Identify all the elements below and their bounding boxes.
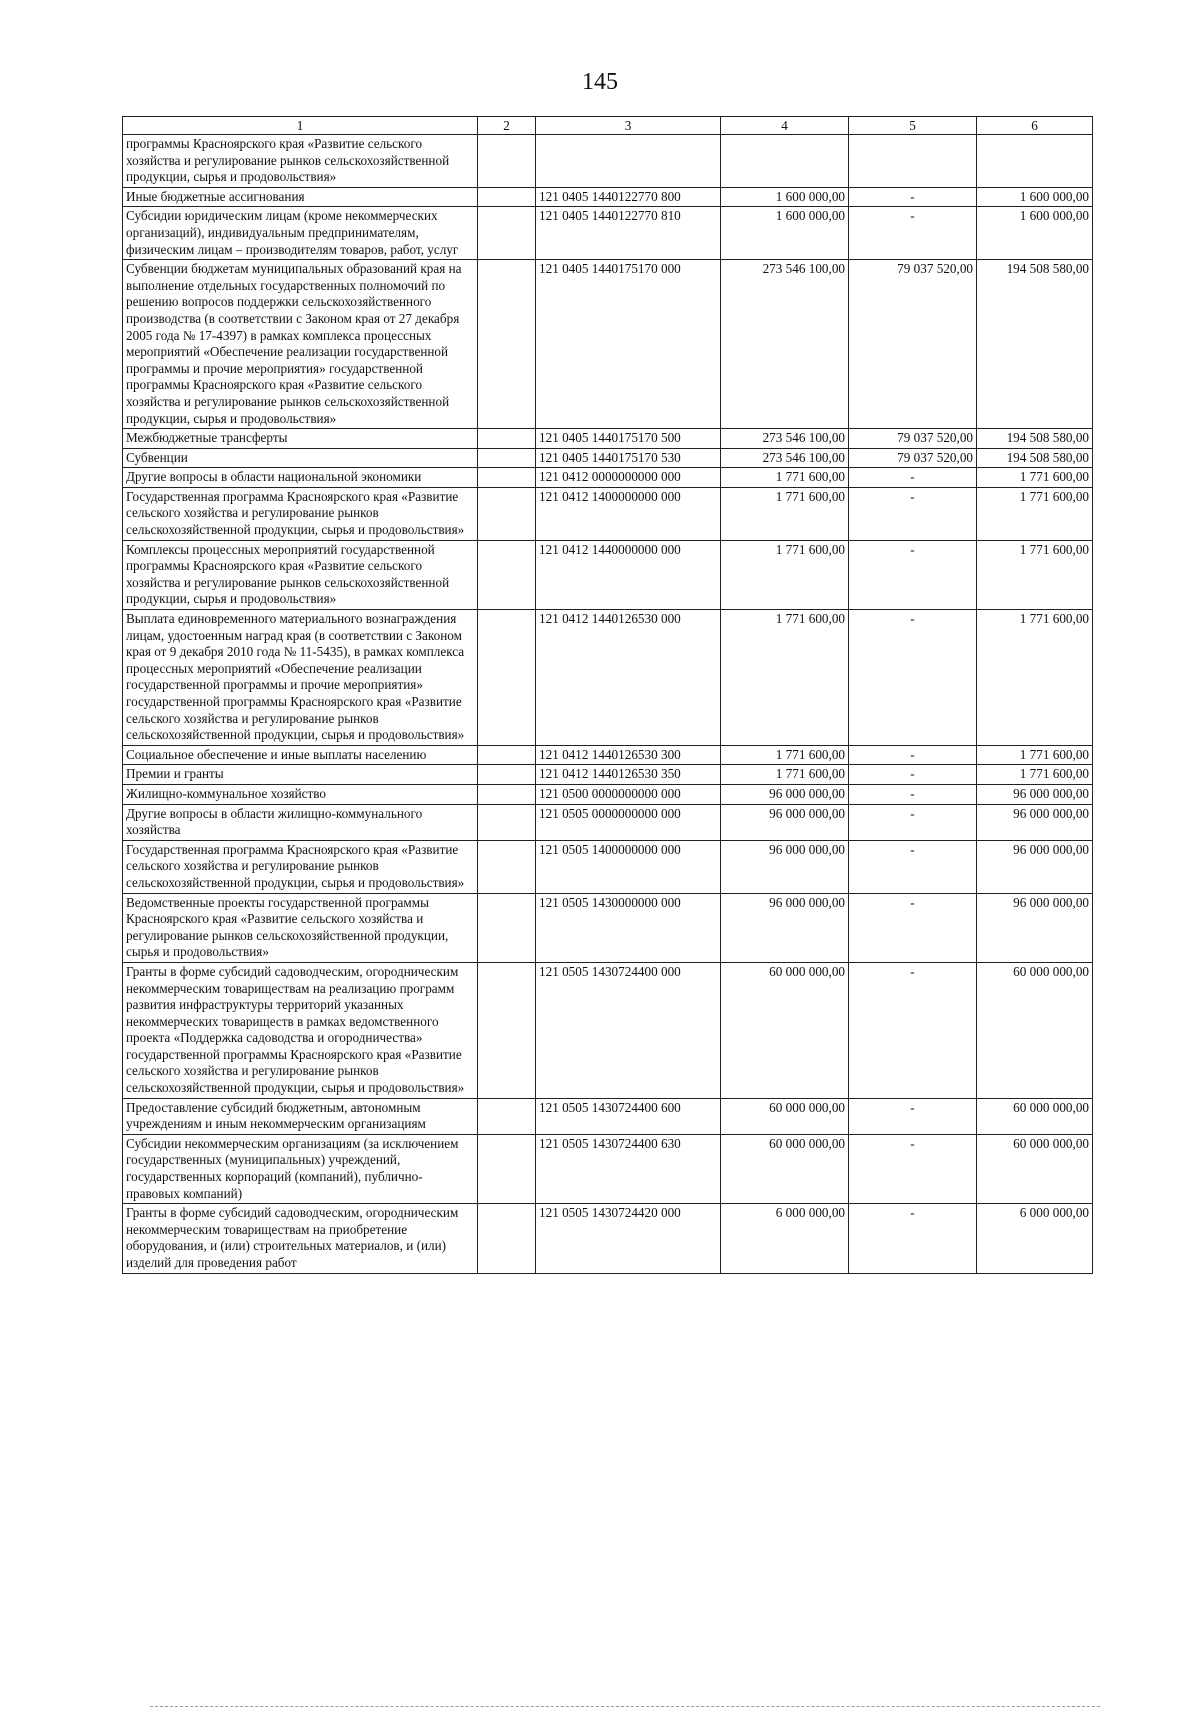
table-row	[123, 784, 1093, 804]
row-value-6: 194 508 580,00	[977, 429, 1093, 449]
row-name: Гранты в форме субсидий садоводческим, огородническим некоммерческим товариществам на приобретение оборудования, и (или) строительных материалов, и (или) изделий для проведения работ	[123, 1204, 478, 1273]
row-col2	[478, 1134, 536, 1203]
row-col2	[478, 893, 536, 962]
row-value-4: 96 000 000,00	[721, 784, 849, 804]
row-value-6: 1 771 600,00	[977, 487, 1093, 540]
row-value-4: 1 771 600,00	[721, 487, 849, 540]
row-name: Ведомственные проекты государственной программы Красноярского края «Развитие сельского хозяйства и регулирование рынков сельскохозяйственной продукции, сырья и продовольствия»	[123, 893, 478, 962]
row-value-5: -	[849, 187, 977, 207]
row-col2	[478, 187, 536, 207]
row-code: 121 0505 1400000000 000	[536, 840, 721, 893]
row-col2	[478, 1098, 536, 1134]
row-col2	[478, 448, 536, 468]
row-col2	[478, 487, 536, 540]
row-col2	[478, 840, 536, 893]
header-col-1: 1	[123, 117, 478, 135]
row-value-6: 96 000 000,00	[977, 804, 1093, 840]
row-code: 121 0505 1430724400 000	[536, 962, 721, 1098]
row-col2	[478, 260, 536, 429]
row-code: 121 0405 1440122770 800	[536, 187, 721, 207]
row-name: Гранты в форме субсидий садоводческим, огородническим некоммерческим товариществам на реализацию программ развития инфраструктуры территорий указанных некоммерческих товариществ в рамках ведомственного проекта «Поддержка садоводства и огородничества» государственной программы Красноярского края «Развитие сельского хозяйства и регулирование рынков сельскохозяйственной продукции, сырья и продовольствия»	[123, 962, 478, 1098]
table-row	[123, 468, 1093, 488]
row-col2	[478, 610, 536, 746]
table-row	[123, 1134, 1093, 1203]
table-row	[123, 893, 1093, 962]
bottom-divider	[150, 1706, 1100, 1707]
row-col2	[478, 207, 536, 260]
row-value-6: 1 771 600,00	[977, 610, 1093, 746]
row-code: 121 0412 1440126530 350	[536, 765, 721, 785]
row-name: Выплата единовременного материального вознаграждения лицам, удостоенным наград края (в соответствии с Законом края от 9 декабря 2010 года № 11-5435), в рамках комплекса процессных мероприятий «Обеспечение реализации государственной программы и прочие мероприятия» государственной программы Красноярского края «Развитие сельского хозяйства и регулирование рынков сельскохозяйственной продукции, сырья и продовольствия»	[123, 610, 478, 746]
row-col2	[478, 135, 536, 188]
row-value-4: 60 000 000,00	[721, 1098, 849, 1134]
header-row	[123, 117, 1093, 135]
row-value-5: -	[849, 487, 977, 540]
row-code: 121 0405 1440175170 530	[536, 448, 721, 468]
row-value-5: -	[849, 804, 977, 840]
row-name: Субвенции	[123, 448, 478, 468]
row-name: Жилищно-коммунальное хозяйство	[123, 784, 478, 804]
table-row	[123, 448, 1093, 468]
row-value-6: 6 000 000,00	[977, 1204, 1093, 1273]
table-row	[123, 487, 1093, 540]
row-code: 121 0405 1440122770 810	[536, 207, 721, 260]
table-row	[123, 962, 1093, 1098]
row-value-6: 1 771 600,00	[977, 540, 1093, 609]
table-row	[123, 765, 1093, 785]
table-row	[123, 207, 1093, 260]
header-col-5: 5	[849, 117, 977, 135]
row-value-4: 1 771 600,00	[721, 540, 849, 609]
row-value-6: 194 508 580,00	[977, 260, 1093, 429]
row-value-5: -	[849, 1098, 977, 1134]
row-value-4: 6 000 000,00	[721, 1204, 849, 1273]
row-code: 121 0505 1430000000 000	[536, 893, 721, 962]
row-value-6: 96 000 000,00	[977, 840, 1093, 893]
row-code: 121 0405 1440175170 000	[536, 260, 721, 429]
row-code: 121 0412 1440126530 000	[536, 610, 721, 746]
row-value-5: -	[849, 893, 977, 962]
row-value-4: 1 771 600,00	[721, 610, 849, 746]
row-value-6: 96 000 000,00	[977, 784, 1093, 804]
row-code: 121 0500 0000000000 000	[536, 784, 721, 804]
table-row	[123, 187, 1093, 207]
row-name: программы Красноярского края «Развитие сельского хозяйства и регулирование рынков сельскохозяйственной продукции, сырья и продовольствия»	[123, 135, 478, 188]
table-row	[123, 429, 1093, 449]
row-value-5: 79 037 520,00	[849, 429, 977, 449]
row-value-6: 60 000 000,00	[977, 1098, 1093, 1134]
page-number: 145	[582, 69, 618, 95]
row-value-5: 79 037 520,00	[849, 260, 977, 429]
row-name: Межбюджетные трансферты	[123, 429, 478, 449]
header-col-6: 6	[977, 117, 1093, 135]
row-name: Социальное обеспечение и иные выплаты населению	[123, 745, 478, 765]
row-code: 121 0412 1440000000 000	[536, 540, 721, 609]
row-name: Другие вопросы в области жилищно-коммунального хозяйства	[123, 804, 478, 840]
row-value-5: -	[849, 1134, 977, 1203]
row-value-6: 1 771 600,00	[977, 745, 1093, 765]
row-col2	[478, 1204, 536, 1273]
row-value-6: 96 000 000,00	[977, 893, 1093, 962]
row-code: 121 0505 0000000000 000	[536, 804, 721, 840]
row-code: 121 0505 1430724420 000	[536, 1204, 721, 1273]
row-value-5: -	[849, 207, 977, 260]
row-code: 121 0412 1400000000 000	[536, 487, 721, 540]
table-row	[123, 1204, 1093, 1273]
row-value-6: 60 000 000,00	[977, 962, 1093, 1098]
row-name: Иные бюджетные ассигнования	[123, 187, 478, 207]
row-value-4: 96 000 000,00	[721, 840, 849, 893]
row-value-6	[977, 135, 1093, 188]
row-code: 121 0412 0000000000 000	[536, 468, 721, 488]
row-col2	[478, 429, 536, 449]
row-col2	[478, 468, 536, 488]
row-value-4: 1 771 600,00	[721, 765, 849, 785]
row-value-5: 79 037 520,00	[849, 448, 977, 468]
row-name: Другие вопросы в области национальной экономики	[123, 468, 478, 488]
budget-table	[122, 116, 1093, 1274]
row-value-6: 60 000 000,00	[977, 1134, 1093, 1203]
table-row	[123, 540, 1093, 609]
row-name: Комплексы процессных мероприятий государственной программы Красноярского края «Развитие сельского хозяйства и регулирование рынков сельскохозяйственной продукции, сырья и продовольствия»	[123, 540, 478, 609]
row-value-5	[849, 135, 977, 188]
row-value-4: 273 546 100,00	[721, 429, 849, 449]
row-col2	[478, 765, 536, 785]
row-col2	[478, 784, 536, 804]
table-row	[123, 1098, 1093, 1134]
header-col-2: 2	[478, 117, 536, 135]
row-value-5: -	[849, 468, 977, 488]
row-value-5: -	[849, 540, 977, 609]
row-value-5: -	[849, 840, 977, 893]
row-value-5: -	[849, 610, 977, 746]
row-value-6: 1 771 600,00	[977, 765, 1093, 785]
row-value-6: 1 771 600,00	[977, 468, 1093, 488]
row-value-5: -	[849, 1204, 977, 1273]
row-value-5: -	[849, 765, 977, 785]
row-value-4: 1 771 600,00	[721, 468, 849, 488]
row-value-6: 1 600 000,00	[977, 187, 1093, 207]
row-col2	[478, 962, 536, 1098]
row-value-4: 96 000 000,00	[721, 804, 849, 840]
row-code: 121 0405 1440175170 500	[536, 429, 721, 449]
row-value-4: 60 000 000,00	[721, 962, 849, 1098]
row-name: Премии и гранты	[123, 765, 478, 785]
row-code	[536, 135, 721, 188]
row-name: Субсидии некоммерческим организациям (за исключением государственных (муниципальных) учреждений, государственных корпораций (компаний), публично-правовых компаний)	[123, 1134, 478, 1203]
row-value-4: 1 771 600,00	[721, 745, 849, 765]
row-value-5: -	[849, 962, 977, 1098]
row-value-4: 273 546 100,00	[721, 448, 849, 468]
header-col-3: 3	[536, 117, 721, 135]
row-value-5: -	[849, 745, 977, 765]
row-code: 121 0412 1440126530 300	[536, 745, 721, 765]
row-value-4: 1 600 000,00	[721, 187, 849, 207]
row-value-4: 60 000 000,00	[721, 1134, 849, 1203]
row-name: Предоставление субсидий бюджетным, автономным учреждениям и иным некоммерческим организациям	[123, 1098, 478, 1134]
row-code: 121 0505 1430724400 630	[536, 1134, 721, 1203]
table-row	[123, 135, 1093, 188]
row-name: Субвенции бюджетам муниципальных образований края на выполнение отдельных государственных полномочий по решению вопросов поддержки сельскохозяйственного производства (в соответствии с Законом края от 27 декабря 2005 года № 17-4397) в рамках комплекса процессных мероприятий «Обеспечение реализации государственной программы и прочие мероприятия» государственной программы Красноярского края «Развитие сельского хозяйства и регулирование рынков сельскохозяйственной продукции, сырья и продовольствия»	[123, 260, 478, 429]
row-value-6: 194 508 580,00	[977, 448, 1093, 468]
row-code: 121 0505 1430724400 600	[536, 1098, 721, 1134]
row-value-4	[721, 135, 849, 188]
row-name: Государственная программа Красноярского края «Развитие сельского хозяйства и регулирование рынков сельскохозяйственной продукции, сырья и продовольствия»	[123, 487, 478, 540]
row-value-6: 1 600 000,00	[977, 207, 1093, 260]
row-col2	[478, 540, 536, 609]
row-col2	[478, 804, 536, 840]
table-row	[123, 745, 1093, 765]
header-col-4: 4	[721, 117, 849, 135]
table-row	[123, 610, 1093, 746]
row-name: Государственная программа Красноярского края «Развитие сельского хозяйства и регулирование рынков сельскохозяйственной продукции, сырья и продовольствия»	[123, 840, 478, 893]
row-value-4: 1 600 000,00	[721, 207, 849, 260]
table-row	[123, 804, 1093, 840]
row-name: Субсидии юридическим лицам (кроме некоммерческих организаций), индивидуальным предпринимателям, физическим лицам – производителям товаров, работ, услуг	[123, 207, 478, 260]
row-col2	[478, 745, 536, 765]
row-value-5: -	[849, 784, 977, 804]
table-row	[123, 840, 1093, 893]
table-row	[123, 260, 1093, 429]
row-value-4: 96 000 000,00	[721, 893, 849, 962]
row-value-4: 273 546 100,00	[721, 260, 849, 429]
